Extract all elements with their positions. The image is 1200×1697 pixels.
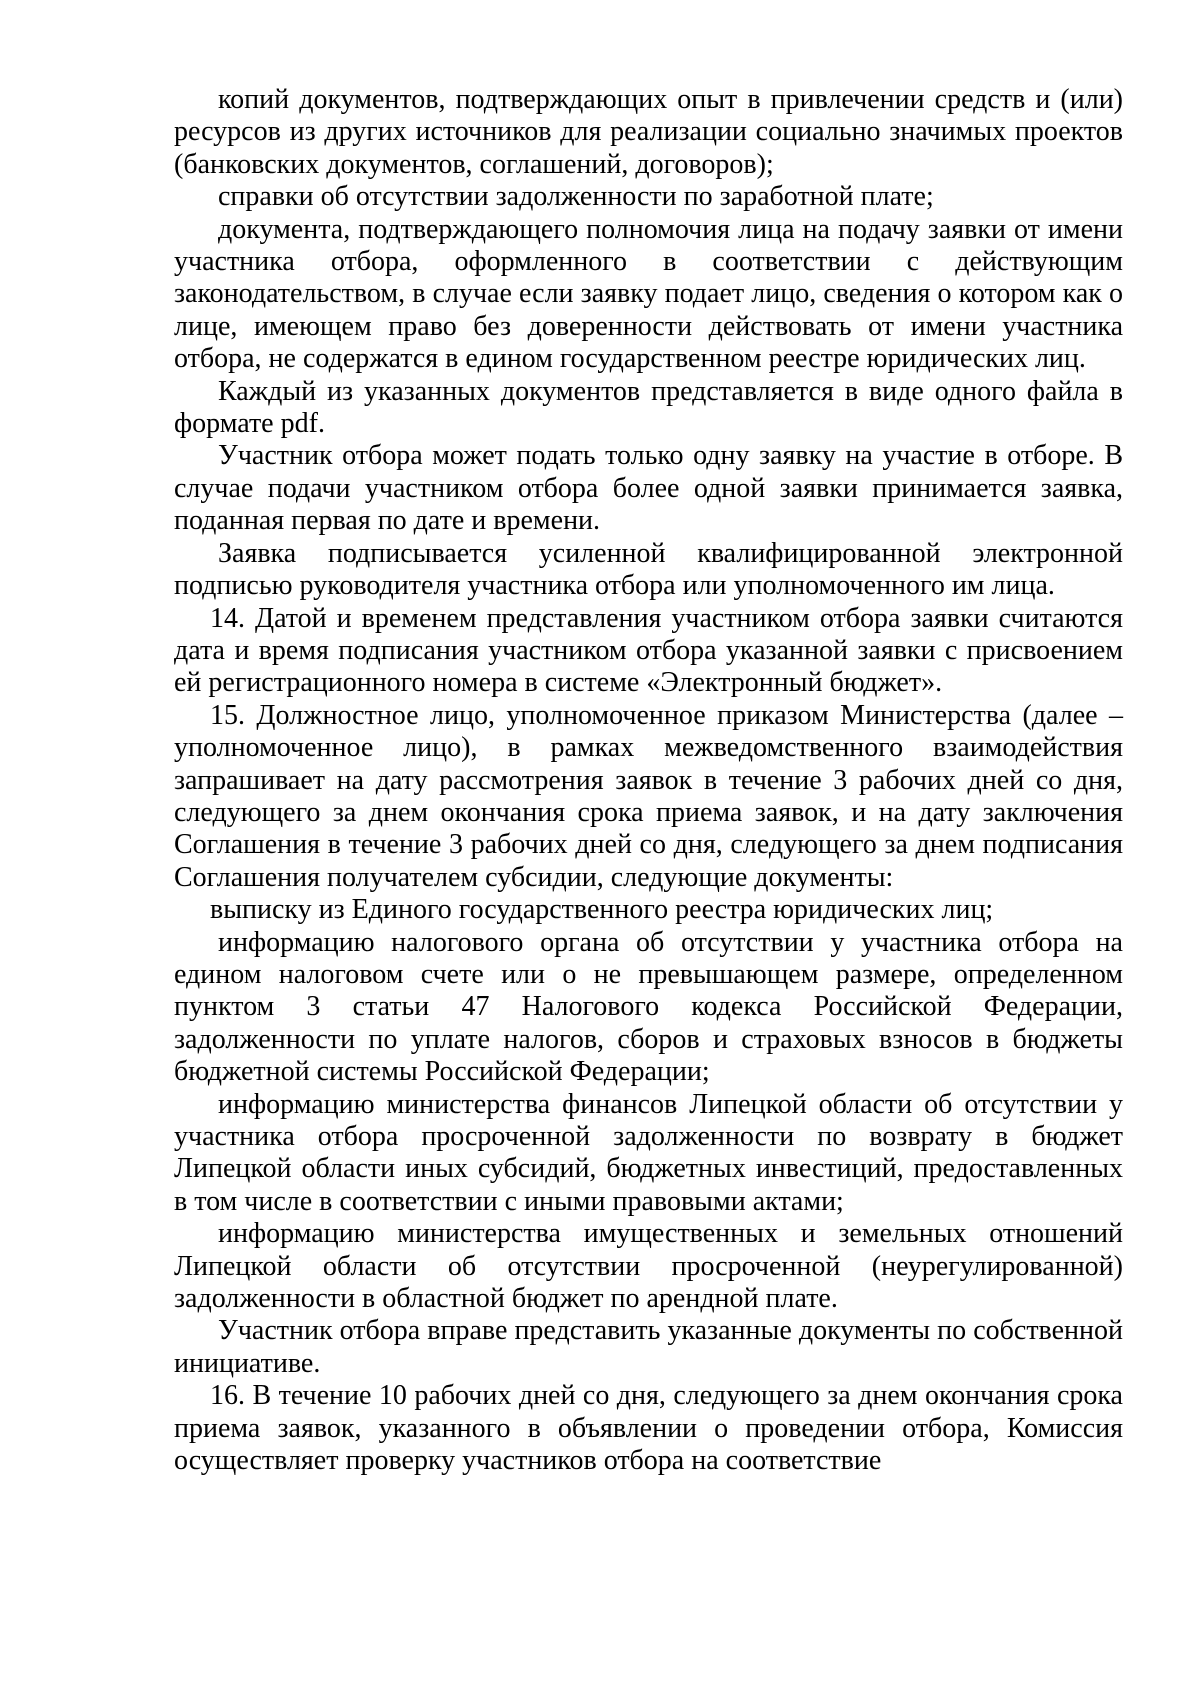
paragraph-single-application: Участник отбора может подать только одну заявку на участие в отборе. В случае подачи участником отбора более одной заявки принимается заявка, поданная первая по дате и времени. (174, 440, 1123, 537)
paragraph-property-ministry-info: информацию министерства имущественных и земельных отношений Липецкой области об отсутствии просроченной (неурегулированной) задолженности в областной бюджет по арендной плате. (174, 1218, 1123, 1315)
paragraph-egrul-extract: выписку из Единого государственного реестра юридических лиц; (210, 894, 994, 926)
paragraph-finance-ministry-info: информацию министерства финансов Липецкой области об отсутствии у участника отбора просроченной задолженности по возврату в бюджет Липецкой области иных субсидий, бюджетных инвестиций, предоставленных в том числе в соответствии с иными правовыми актами; (174, 1088, 1123, 1217)
paragraph-own-initiative: Участник отбора вправе представить указанные документы по собственной инициативе. (174, 1315, 1123, 1379)
paragraph-clause-16: 16. В течение 10 рабочих дней со дня, следующего за днем окончания срока приема заявок, указанного в объявлении о проведении отбора, Комиссия осуществляет проверку участников отбора на соответствие (174, 1380, 1123, 1477)
paragraph-authority-document: документа, подтверждающего полномочия лица на подачу заявки от имени участника отбора, оформленного в соответствии с действующим законодательством, в случае если заявку подает лицо, сведения о котором как о лице, имеющем право без доверенности действовать от имени участника отбора, не содержатся в едином государственном реестре юридических лиц. (174, 213, 1123, 375)
paragraph-tax-authority-info: информацию налогового органа об отсутствии у участника отбора на едином налоговом счете или о не превышающем размере, определенном пунктом 3 статьи 47 Налогового кодекса Российской Федерации, задолженности по уплате налогов, сборов и страховых взносов в бюджеты бюджетной системы Российской Федерации; (174, 926, 1123, 1088)
paragraph-pdf-format: Каждый из указанных документов представляется в виде одного файла в формате pdf. (174, 375, 1123, 440)
paragraph-copies-of-documents: копий документов, подтверждающих опыт в привлечении средств и (или) ресурсов из других источников для реализации социально значимых проектов (банковских документов, соглашений, договоров); (174, 84, 1123, 180)
paragraph-clause-15: 15. Должностное лицо, уполномоченное приказом Министерства (далее – уполномоченное лицо), в рамках межведомственного взаимодействия запрашивает на дату рассмотрения заявок в течение 3 рабочих дней со дня, следующего за днем окончания срока приема заявок, и на дату заключения Соглашения в течение 3 рабочих дней со дня, следующего за днем подписания Соглашения получателем субсидии, следующие документы: (174, 699, 1123, 893)
paragraph-electronic-signature: Заявка подписывается усиленной квалифицированной электронной подписью руководителя участника отбора или уполномоченного им лица. (174, 537, 1123, 602)
paragraph-salary-debt-certificate: справки об отсутствии задолженности по заработной плате; (218, 181, 934, 213)
document-body (174, 84, 1123, 1477)
paragraph-clause-14: 14. Датой и временем представления участником отбора заявки считаются дата и время подписания участником отбора указанной заявки с присвоением ей регистрационного номера в системе «Электронный бюджет». (174, 602, 1123, 699)
